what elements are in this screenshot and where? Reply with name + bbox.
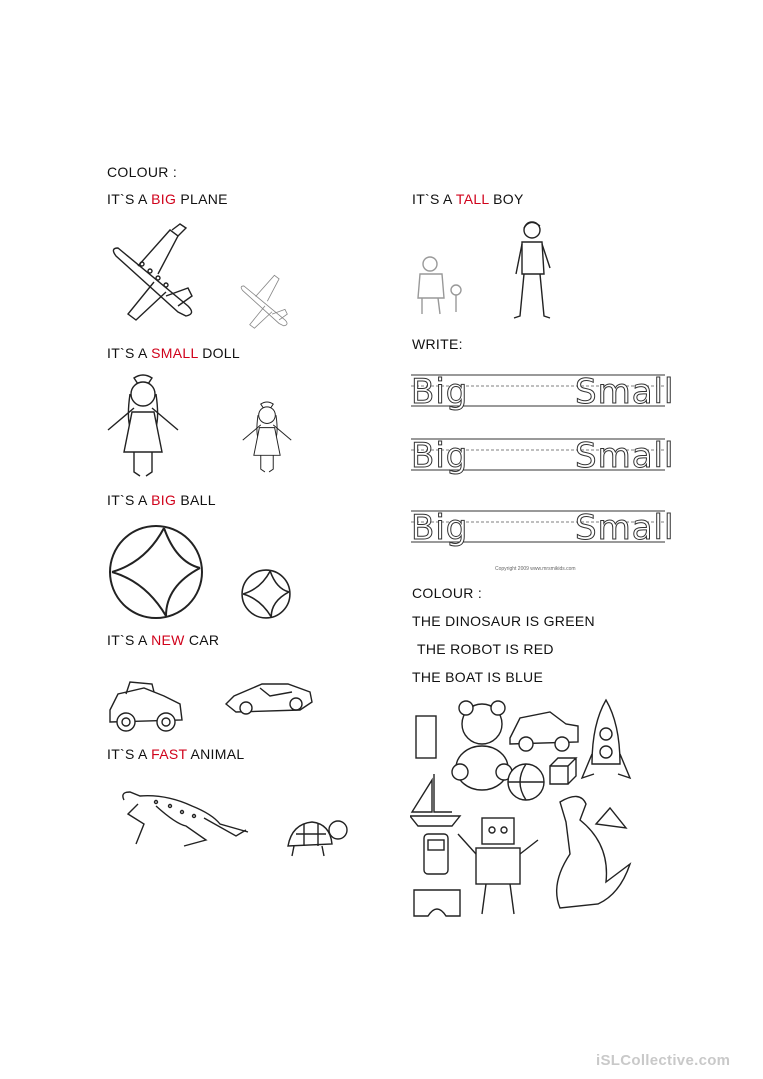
sentence-big-ball: IT`S A BIG BALL bbox=[107, 492, 216, 508]
sentence-fast-animal: IT`S A FAST ANIMAL bbox=[107, 746, 245, 762]
sentence-small-doll: IT`S A SMALL DOLL bbox=[107, 345, 240, 361]
doll-small-icon bbox=[240, 398, 294, 478]
trace-word-small: Small bbox=[575, 372, 675, 412]
instruction-robot: THE ROBOT IS RED bbox=[417, 641, 554, 657]
boy-icon bbox=[512, 218, 554, 322]
sentence-big-plane: IT`S A BIG PLANE bbox=[107, 191, 228, 207]
trace-word-small: Small bbox=[575, 508, 675, 548]
colour-heading-left: COLOUR : bbox=[107, 164, 178, 180]
copyright-note: Copyright 2009 www.mrsmikids.com bbox=[495, 566, 576, 572]
instruction-dinosaur: THE DINOSAUR IS GREEN bbox=[412, 613, 595, 629]
plane-big-icon bbox=[108, 218, 200, 326]
trace-word-big: Big bbox=[411, 436, 469, 476]
ball-big-icon bbox=[106, 522, 206, 622]
trace-word-big: Big bbox=[411, 372, 469, 412]
new-car-icon bbox=[222, 676, 316, 718]
ball-small-icon bbox=[240, 568, 292, 620]
doll-big-icon bbox=[104, 372, 182, 482]
instruction-boat: THE BOAT IS BLUE bbox=[412, 669, 544, 685]
trace-row-1 bbox=[411, 372, 675, 414]
write-heading: WRITE: bbox=[412, 336, 463, 352]
trace-word-big: Big bbox=[411, 508, 469, 548]
toys-collage-icon bbox=[410, 694, 642, 920]
colour-heading-right: COLOUR : bbox=[412, 585, 483, 601]
trace-row-3 bbox=[411, 508, 675, 550]
plane-small-icon bbox=[238, 268, 292, 332]
old-car-icon bbox=[104, 676, 186, 736]
trace-row-2 bbox=[411, 436, 675, 478]
sentence-new-car: IT`S A NEW CAR bbox=[107, 632, 220, 648]
grandpa-icon bbox=[412, 254, 466, 316]
trace-word-small: Small bbox=[575, 436, 675, 476]
sentence-tall-boy: IT`S A TALL BOY bbox=[412, 191, 524, 207]
watermark: iSLCollective.com bbox=[596, 1052, 731, 1069]
turtle-icon bbox=[282, 812, 350, 860]
cheetah-icon bbox=[116, 784, 252, 856]
